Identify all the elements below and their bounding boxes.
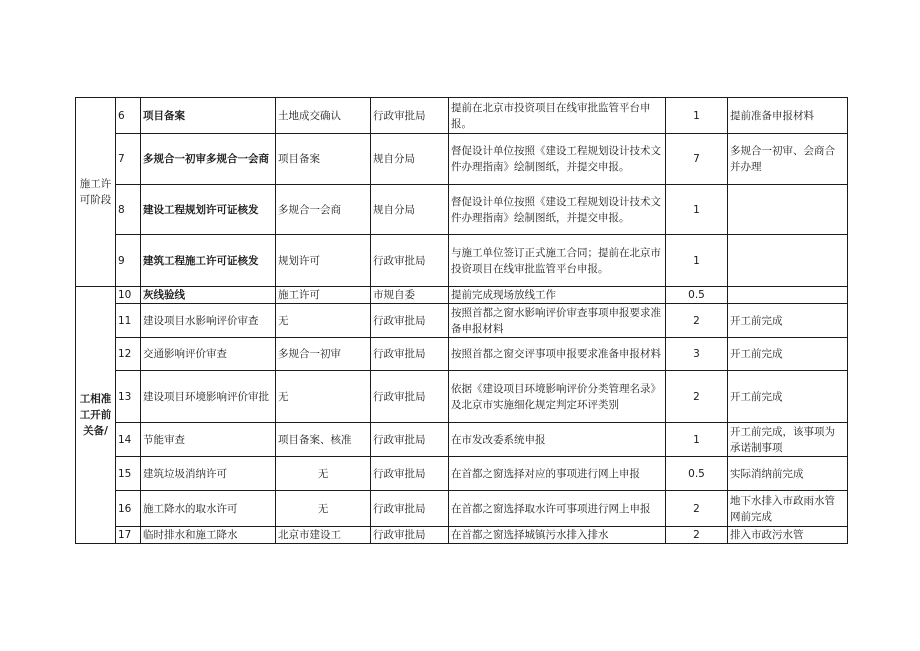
table-row [76, 423, 848, 457]
requirement: 在首都之窗选择取水许可事项进行网上申报 [449, 491, 666, 527]
item-name: 建筑垃圾消纳许可 [141, 457, 276, 491]
days: 2 [666, 371, 728, 423]
days: 2 [666, 304, 728, 338]
department: 行政审批局 [371, 457, 449, 491]
department: 市规自委 [371, 287, 449, 304]
note [728, 235, 848, 287]
note: 开工前完成 [728, 371, 848, 423]
days: 0.5 [666, 457, 728, 491]
table-row [76, 371, 848, 423]
item-name: 施工降水的取水许可 [141, 491, 276, 527]
note [728, 185, 848, 235]
prerequisite: 项目备案、核准 [276, 423, 371, 457]
item-name: 灰线验线 [141, 287, 276, 304]
approval-table [75, 97, 848, 544]
row-number: 10 [116, 287, 141, 304]
note [728, 287, 848, 304]
row-number: 13 [116, 371, 141, 423]
stage-label: 施工许可阶段 [76, 98, 116, 287]
requirement: 提前完成现场放线工作 [449, 287, 666, 304]
prerequisite: 土地成交确认 [276, 98, 371, 134]
requirement: 与施工单位签订正式施工合同；提前在北京市投资项目在线审批监管平台申报。 [449, 235, 666, 287]
table-row [76, 235, 848, 287]
prerequisite: 多规合一会商 [276, 185, 371, 235]
days: 1 [666, 98, 728, 134]
item-name: 临时排水和施工降水 [141, 527, 276, 544]
requirement: 在市发改委系统申报 [449, 423, 666, 457]
row-number: 6 [116, 98, 141, 134]
row-number: 7 [116, 134, 141, 185]
note: 地下水排入市政雨水管网前完成 [728, 491, 848, 527]
item-name: 项目备案 [141, 98, 276, 134]
prerequisite: 无 [276, 304, 371, 338]
stage-label: 工相准工开前关备/ [76, 287, 116, 544]
table-row [76, 457, 848, 491]
item-name: 节能审查 [141, 423, 276, 457]
prerequisite: 北京市建设工 [276, 527, 371, 544]
prerequisite: 施工许可 [276, 287, 371, 304]
prerequisite: 项目备案 [276, 134, 371, 185]
department: 行政审批局 [371, 423, 449, 457]
days: 0.5 [666, 287, 728, 304]
department: 行政审批局 [371, 491, 449, 527]
table-row [76, 287, 848, 304]
table-row [76, 304, 848, 338]
prerequisite: 无 [276, 371, 371, 423]
requirement: 提前在北京市投资项目在线审批监管平台申报。 [449, 98, 666, 134]
prerequisite: 规划许可 [276, 235, 371, 287]
department: 行政审批局 [371, 235, 449, 287]
row-number: 11 [116, 304, 141, 338]
department: 规自分局 [371, 134, 449, 185]
requirement: 按照首都之窗交评事项申报要求准备申报材料 [449, 338, 666, 371]
note: 多规合一初审、会商合并办理 [728, 134, 848, 185]
department: 行政审批局 [371, 98, 449, 134]
requirement: 按照首都之窗水影响评价审查事项申报要求准备申报材料 [449, 304, 666, 338]
item-name: 建设项目水影响评价审查 [141, 304, 276, 338]
note: 开工前完成 [728, 304, 848, 338]
item-name: 建筑工程施工许可证核发 [141, 235, 276, 287]
table-row [76, 134, 848, 185]
days: 3 [666, 338, 728, 371]
requirement: 督促设计单位按照《建设工程规划设计技术文件办理指南》绘制图纸，并提交申报。 [449, 134, 666, 185]
note: 排入市政污水管 [728, 527, 848, 544]
days: 1 [666, 423, 728, 457]
department: 行政审批局 [371, 304, 449, 338]
days: 7 [666, 134, 728, 185]
note: 开工前完成，该事项为承诺制事项 [728, 423, 848, 457]
department: 行政审批局 [371, 527, 449, 544]
days: 2 [666, 527, 728, 544]
row-number: 15 [116, 457, 141, 491]
row-number: 9 [116, 235, 141, 287]
row-number: 8 [116, 185, 141, 235]
table-row [76, 185, 848, 235]
row-number: 16 [116, 491, 141, 527]
table-row [76, 491, 848, 527]
row-number: 14 [116, 423, 141, 457]
table-row [76, 338, 848, 371]
prerequisite: 无 [276, 491, 371, 527]
requirement: 督促设计单位按照《建设工程规划设计技术文件办理指南》绘制图纸，并提交申报。 [449, 185, 666, 235]
department: 行政审批局 [371, 338, 449, 371]
requirement: 在首都之窗选择对应的事项进行网上申报 [449, 457, 666, 491]
item-name: 多规合一初审多规合一会商 [141, 134, 276, 185]
row-number: 17 [116, 527, 141, 544]
row-number: 12 [116, 338, 141, 371]
requirement: 在首都之窗选择城镇污水排入排水 [449, 527, 666, 544]
department: 行政审批局 [371, 371, 449, 423]
item-name: 建设项目环境影响评价审批 [141, 371, 276, 423]
table-row [76, 527, 848, 544]
days: 2 [666, 491, 728, 527]
department: 规自分局 [371, 185, 449, 235]
days: 1 [666, 235, 728, 287]
table-row [76, 98, 848, 134]
item-name: 建设工程规划许可证核发 [141, 185, 276, 235]
requirement: 依据《建设项目环境影响评价分类管理名录》及北京市实施细化规定判定环评类别 [449, 371, 666, 423]
note: 提前准备申报材料 [728, 98, 848, 134]
days: 1 [666, 185, 728, 235]
item-name: 交通影响评价审查 [141, 338, 276, 371]
note: 开工前完成 [728, 338, 848, 371]
prerequisite: 无 [276, 457, 371, 491]
prerequisite: 多规合一初审 [276, 338, 371, 371]
note: 实际消纳前完成 [728, 457, 848, 491]
